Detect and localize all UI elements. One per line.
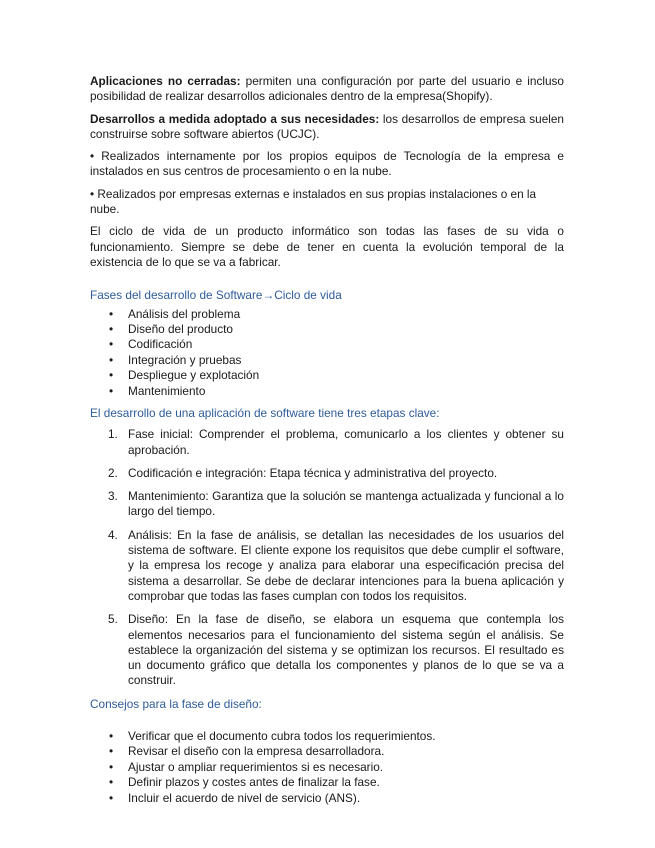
list-item: • Diseño del producto bbox=[128, 322, 564, 337]
paragraph-externos: • Realizados por empresas externas e instalados en sus propias instalaciones o en la nube. bbox=[90, 186, 537, 217]
list-item: • Definir plazos y costes antes de finalizar la fase. bbox=[128, 775, 564, 790]
list-item: • Mantenimiento bbox=[128, 384, 564, 399]
text-aplicaciones: permiten una configuración por parte del usuario e incluso posibilidad de realizar desarrollos adicionales dentro de la empresa(Shopify). bbox=[90, 74, 564, 104]
text-desarrollos: los desarrollos de empresa suelen construirse sobre software abiertos (UCJC). bbox=[90, 111, 564, 141]
list-item: • Incluir el acuerdo de nivel de servicio (ANS). bbox=[128, 791, 564, 806]
item-text: Análisis: En la fase de análisis, se detallan las necesidades de los usuarios del sistema de software. El cliente expone los requisitos que debe cumplir el software, y la empresa los recoge y analiza para elaborar una especificación precisa del sistema a desarrollar. Se debe de declarar intenciones para la buena aplicación y comprobar que todas las fases cumplan con todos los requisitos. bbox=[128, 527, 564, 603]
document-page bbox=[90, 74, 564, 806]
heading-etapas: El desarrollo de una aplicación de software tiene tres etapas clave: bbox=[90, 406, 440, 420]
term-desarrollos: Desarrollos a medida adoptado a sus necesidades: bbox=[90, 111, 380, 126]
list-item bbox=[108, 612, 564, 688]
paragraph-aplicaciones bbox=[90, 74, 564, 105]
list-item: • Verificar que el documento cubra todos los requerimientos. bbox=[128, 729, 564, 744]
heading-fases: Fases del desarrollo de Software→Ciclo de vida bbox=[90, 288, 342, 303]
item-text: Mantenimiento: Garantiza que la solución se mantenga actualizada y funcional a lo largo del tiempo. bbox=[128, 489, 564, 519]
item-text: Codificación e integración: Etapa técnica y administrativa del proyecto. bbox=[128, 465, 498, 480]
item-number: 2. bbox=[108, 465, 118, 480]
item-number: 1. bbox=[108, 427, 118, 442]
list-item: • Integración y pruebas bbox=[128, 353, 564, 368]
list-item bbox=[108, 427, 564, 458]
list-item: • Despliegue y explotación bbox=[128, 368, 564, 383]
list-item: • Codificación bbox=[128, 337, 564, 352]
item-number: 5. bbox=[108, 612, 118, 627]
list-item bbox=[108, 465, 564, 481]
heading-consejos: Consejos para la fase de diseño: bbox=[90, 696, 262, 711]
paragraph-internos: • Realizados internamente por los propios equipos de Tecnología de la empresa e instalados en sus centros de procesamiento o en la nube. bbox=[90, 149, 564, 179]
list-item bbox=[108, 527, 564, 604]
paragraph-desarrollos bbox=[90, 112, 564, 143]
paragraph-ciclo-vida: El ciclo de vida de un producto informático son todas las fases de su vida o funcionamiento. Siempre se debe de tener en cuenta la evolución temporal de la existencia de lo que se va a fabricar. bbox=[90, 224, 564, 269]
list-consejos bbox=[90, 729, 564, 806]
term-aplicaciones: Aplicaciones no cerradas: bbox=[90, 74, 241, 88]
item-text: Fase inicial: Comprender el problema, comunicarlo a los clientes y obtener su aprobación. bbox=[128, 427, 564, 457]
list-item: • Análisis del problema bbox=[128, 307, 564, 322]
list-item: • Ajustar o ampliar requerimientos si es necesario. bbox=[128, 760, 564, 775]
item-number: 3. bbox=[108, 489, 118, 504]
list-item bbox=[108, 489, 564, 520]
list-etapas bbox=[90, 427, 564, 688]
list-item: • Revisar el diseño con la empresa desarrolladora. bbox=[128, 744, 564, 759]
list-fases bbox=[90, 307, 564, 399]
item-number: 4. bbox=[108, 527, 118, 542]
item-text: Diseño: En la fase de diseño, se elabora un esquema que contempla los elementos necesarios para el funcionamiento del sistema según el análisis. Se establece la organización del sistema y se optimizan los recursos. El resultado es un documento gráfico que detalla los componentes y planos de lo que se va a construir. bbox=[128, 612, 564, 688]
